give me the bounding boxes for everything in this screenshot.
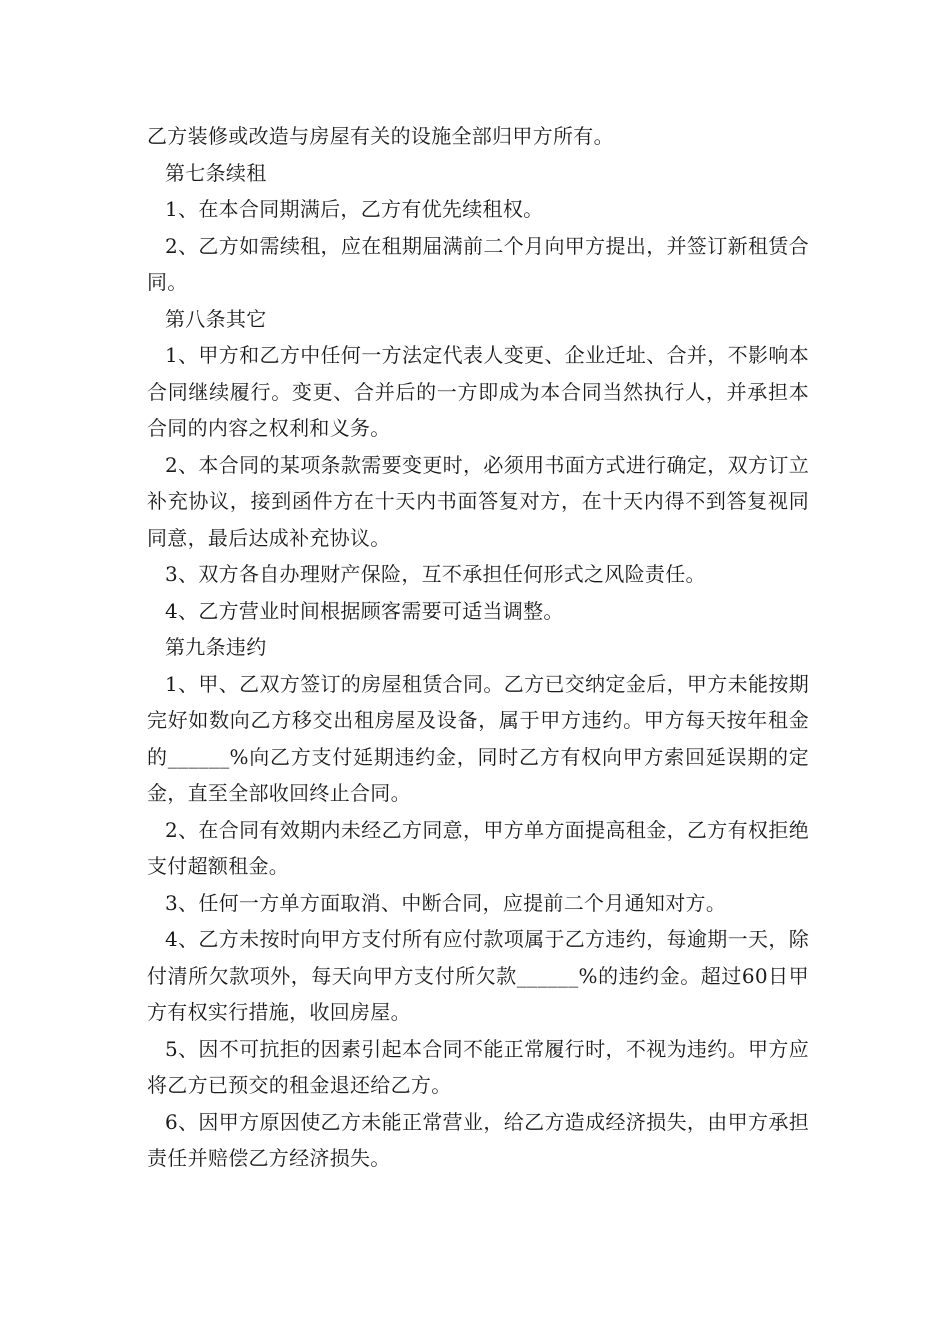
paragraph-renewal-1: 1、在本合同期满后，乙方有优先续租权。 — [165, 197, 544, 221]
paragraph-renewal-2: 2、乙方如需续租，应在租期届满前二个月向甲方提出，并签订新租赁合同。 — [147, 233, 809, 294]
heading-article-7-renewal: 第七条续租 — [165, 160, 267, 185]
paragraph-breach-1: 1、甲、乙双方签订的房屋租赁合同。乙方已交纳定金后，甲方未能按期完好如数向乙方移交出租房屋及设备，属于甲方违约。甲方每天按年租金的______%向乙方支付延期违约金，同时乙方有权向甲方索回延误期的定金，直至全部收回终止合同。 — [147, 671, 809, 805]
paragraph-other-2: 2、本合同的某项条款需要变更时，必须用书面方式进行确定，双方订立补充协议，接到函件方在十天内书面答复对方，在十天内得不到答复视同同意，最后达成补充协议。 — [147, 452, 809, 550]
paragraph-breach-6: 6、因甲方原因使乙方未能正常营业，给乙方造成经济损失，由甲方承担责任并赔偿乙方经济损失。 — [147, 1109, 809, 1170]
paragraph-other-3: 3、双方各自办理财产保险，互不承担任何形式之风险责任。 — [165, 562, 706, 586]
heading-article-9-breach: 第九条违约 — [165, 635, 267, 659]
paragraph-breach-3: 3、任何一方单方面取消、中断合同，应提前二个月通知对方。 — [165, 890, 727, 915]
document-page — [147, 118, 809, 1177]
paragraph-other-1: 1、甲方和乙方中任何一方法定代表人变更、企业迁址、合并，不影响本合同继续履行。变更、合并后的一方即成为本合同当然执行人，并承担本合同的内容之权利和义务。 — [147, 343, 809, 440]
paragraph-breach-5: 5、因不可抗拒的因素引起本合同不能正常履行时，不视为违约。甲方应将乙方已预交的租金退还给乙方。 — [147, 1036, 809, 1097]
heading-article-8-other: 第八条其它 — [165, 306, 267, 331]
paragraph-breach-4: 4、乙方未按时向甲方支付所有应付款项属于乙方违约，每逾期一天，除付清所欠款项外，每天向甲方支付所欠款______%的违约金。超过60日甲方有权实行措施，收回房屋。 — [147, 927, 809, 1024]
paragraph-decoration-ownership: 乙方装修或改造与房屋有关的设施全部归甲方所有。 — [147, 124, 614, 148]
paragraph-other-4: 4、乙方营业时间根据顾客需要可适当调整。 — [165, 598, 564, 623]
paragraph-breach-2: 2、在合同有效期内未经乙方同意，甲方单方面提高租金，乙方有权拒绝支付超额租金。 — [147, 817, 809, 878]
